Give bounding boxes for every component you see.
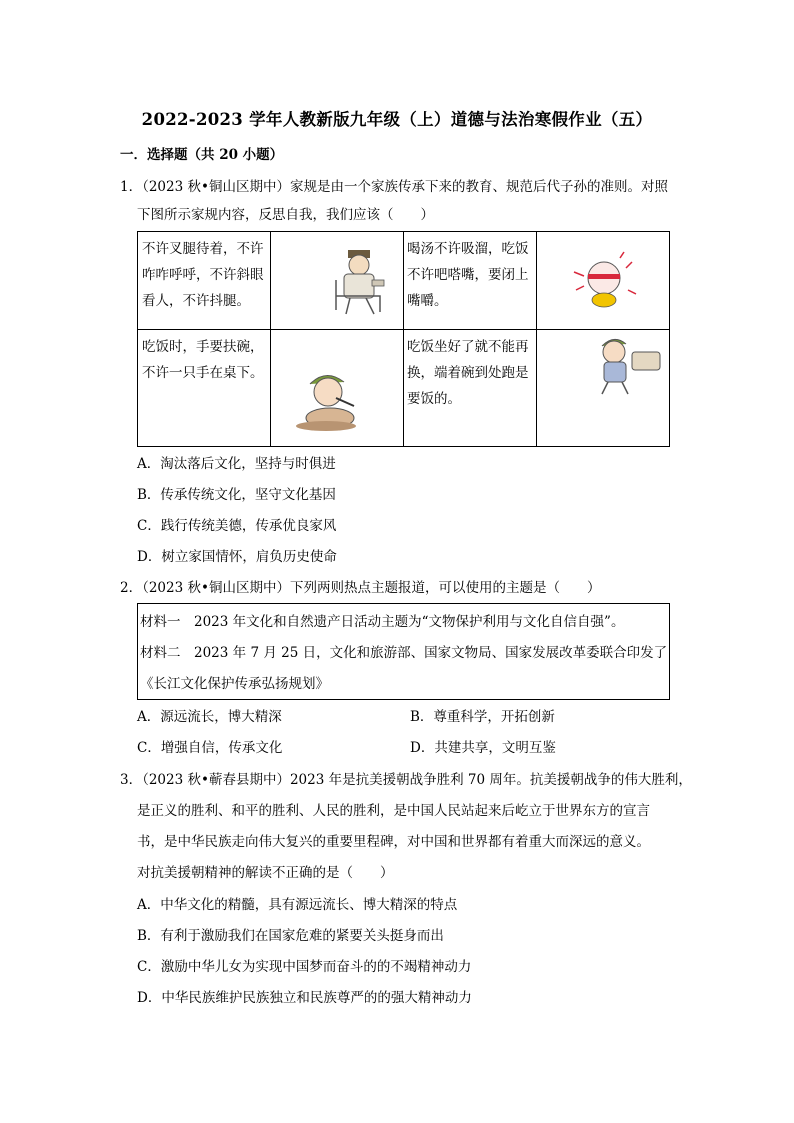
q3-option-b[interactable]: B．有利于激励我们在国家危难的紧要关头挺身而出 [137,928,444,944]
q2-material-2-line2: 《长江文化保护传承弘扬规划》 [140,676,329,692]
q2-material-2-line1: 材料二 2023 年 7 月 25 日，文化和旅游部、国家文物局、国家发展改革委联合印发了 [140,645,668,661]
q3-stem-line3: 书，是中华民族走向伟大复兴的重要里程碑，对中国和世界都有着重大而深远的意义。 [137,834,650,850]
q1-option-b[interactable]: B．传承传统文化，坚守文化基因 [137,487,336,503]
q3-option-d[interactable]: D．中华民族维护民族独立和民族尊严的的强大精神动力 [137,990,472,1006]
table-cell-rule-3: 吃饭时，手要扶碗， 不许一只手在桌下。 [142,339,264,381]
sitting-person-illustration [330,240,394,320]
table-cell-rule-4: 吃饭坐好了就不能再 换，端着碗到处跑是 要饭的。 [407,339,529,407]
q2-material-1: 材料一 2023 年文化和自然遗产日活动主题为“文物保护利用与文化自信自强”。 [140,614,625,630]
crying-child-illustration [566,250,646,322]
q2-option-d[interactable]: D．共建共享，文明互鉴 [410,740,556,756]
q1-stem-line2: 下图所示家规内容，反思自我，我们应该（ ） [137,207,434,223]
q1-option-d[interactable]: D．树立家国情怀，肩负历史使命 [137,549,337,565]
boy-eating-illustration [296,360,376,440]
q1-family-rules-table [137,231,670,447]
q3-stem-line4: 对抗美援朝精神的解读不正确的是（ ） [137,865,394,881]
q3-option-a[interactable]: A．中华文化的精髓，具有源远流长、博大精深的特点 [137,897,458,913]
table-cell-rule-2: 喝汤不许吸溜，吃饭 不许吧嗒嘴，要闭上 嘴嚼。 [407,241,529,309]
q1-option-c[interactable]: C．践行传统美德，传承优良家风 [137,518,337,534]
q2-option-b[interactable]: B．尊重科学，开拓创新 [410,709,555,725]
q1-option-a[interactable]: A．淘汰落后文化，坚持与时俱进 [137,456,336,472]
q3-stem-line1: 3．（2023 秋•蕲春县期中）2023 年是抗美援朝战争胜利 70 周年。抗美援朝战争的伟大胜利， [120,772,692,788]
q3-stem-line2: 是正义的胜利、和平的胜利、人民的胜利，是中国人民站起来后屹立于世界东方的宣言 [137,803,650,819]
q2-stem: 2．（2023 秋•铜山区期中）下列两则热点主题报道，可以使用的主题是（ ） [120,580,601,596]
table-cell-rule-1: 不许叉腿待着，不许 咋咋呼呼，不许斜眼 看人，不许抖腿。 [142,241,264,309]
section-heading: 一．选择题（共 20 小题） [120,147,284,163]
q1-stem-line1: 1．（2023 秋•铜山区期中）家规是由一个家族传承下来的教育、规范后代子孙的准则。对照 [120,179,668,195]
boy-running-illustration [594,332,668,396]
q2-option-a[interactable]: A．源远流长，博大精深 [137,709,282,725]
page-title: 2022-2023 学年人教新版九年级（上）道德与法治寒假作业（五） [141,110,653,129]
q2-option-c[interactable]: C．增强自信，传承文化 [137,740,283,756]
q3-option-c[interactable]: C．激励中华儿女为实现中国梦而奋斗的的不竭精神动力 [137,959,472,975]
